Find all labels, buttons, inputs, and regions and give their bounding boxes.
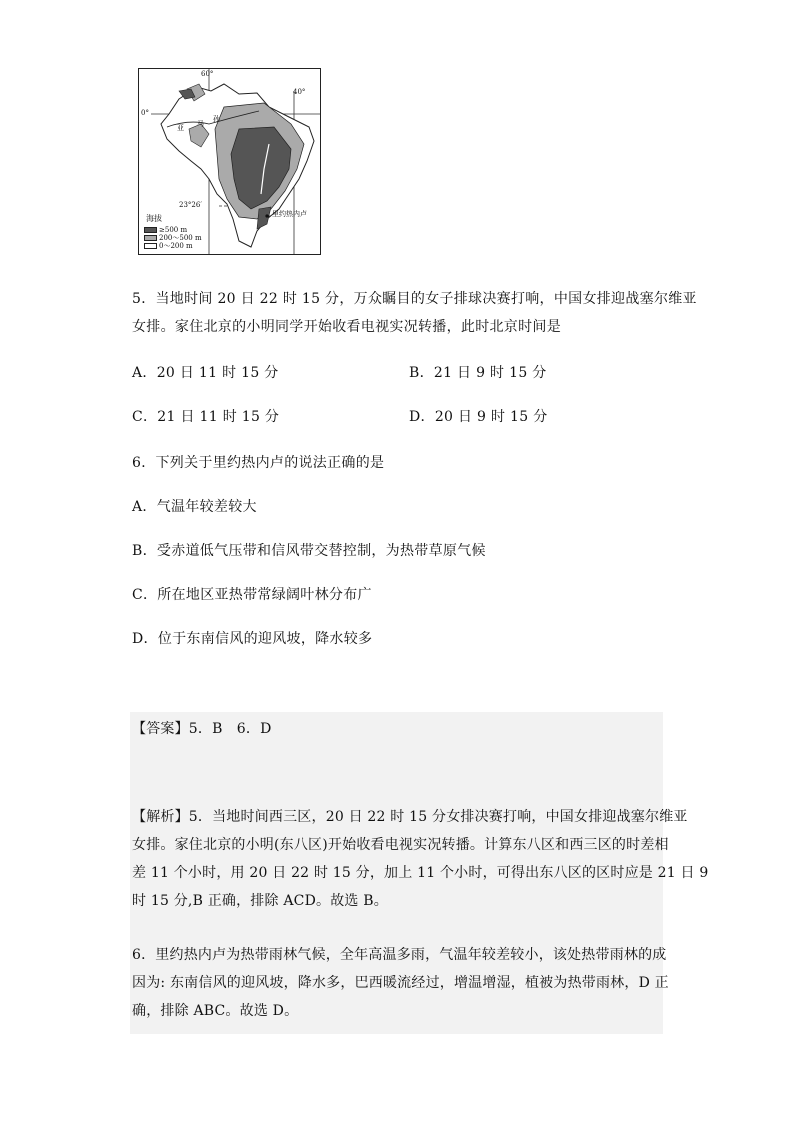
legend-swatch-low: [144, 243, 157, 249]
map-legend: [144, 213, 214, 250]
q6-option-d: D．位于东南信风的迎风坡，降水较多: [132, 631, 373, 647]
answer-line: 【答案】5．B 6．D: [132, 721, 272, 737]
q5-option-c: C．21 日 11 时 15 分: [132, 409, 280, 425]
city-label: 里约热内卢: [272, 210, 307, 218]
brazil-elevation-map: [138, 68, 321, 255]
analysis-line-2: 女排。家住北京的小明(东八区)开始收看电视实况转播。计算东八区和西三区的时差相: [132, 837, 669, 853]
region-text-1: 亚: [177, 124, 184, 132]
answer-panel: [130, 712, 709, 1034]
q6-option-a: A．气温年较差较大: [132, 499, 257, 515]
q5-line-2: 女排。家住北京的小明同学开始收看电视实况转播，此时北京时间是: [132, 319, 561, 335]
legend-swatch-high: [144, 227, 157, 233]
q6-stem: 6．下列关于里约热内卢的说法正确的是: [132, 455, 385, 471]
region-text-2: 马: [197, 120, 204, 128]
q6-option-b: B．受赤道低气压带和信风带交替控制，为热带草原气候: [132, 543, 486, 559]
q5-option-a: A．20 日 11 时 15 分: [132, 365, 279, 381]
q5-option-d: D．20 日 9 时 15 分: [409, 409, 548, 425]
analysis-line-4: 时 15 分,B 正确，排除 ACD。故选 B。: [132, 893, 388, 909]
region-text-3: 孙: [213, 115, 220, 123]
legend-row-low: [144, 242, 214, 250]
label-equator: 0°: [141, 109, 149, 117]
label-40: 40°: [293, 88, 306, 96]
analysis-line-5: 6．里约热内卢为热带雨林气候，全年高温多雨，气温年较差较小，该处热带雨林的成: [132, 947, 667, 963]
analysis-line-6: 因为: 东南信风的迎风坡，降水多，巴西暖流经过，增温增湿，植被为热带雨林，D 正: [132, 975, 669, 991]
label-tropic: 23°26′: [179, 201, 202, 209]
q6-option-c: C．所在地区亚热带常绿阔叶林分布广: [132, 587, 372, 603]
q5-option-b: B．21 日 9 时 15 分: [409, 365, 547, 381]
legend-swatch-mid: [144, 235, 157, 241]
legend-label-mid: 200～500 m: [159, 234, 202, 242]
analysis-line-1: 【解析】5．当地时间西三区，20 日 22 时 15 分女排决赛打响，中国女排迎战塞尔维亚: [132, 809, 688, 825]
legend-title: 海拔: [146, 214, 162, 223]
q5-line-1: 5．当地时间 20 日 22 时 15 分，万众瞩目的女子排球决赛打响，中国女排迎战塞尔维亚: [132, 291, 697, 307]
legend-label-high: ≥500 m: [159, 226, 188, 234]
analysis-line-7: 确，排除 ABC。故选 D。: [132, 1003, 299, 1019]
legend-label-low: 0～200 m: [159, 242, 193, 250]
label-60: 60°: [201, 70, 214, 78]
analysis-line-3: 差 11 个小时，用 20 日 22 时 15 分，加上 11 个小时，可得出东八区的区时应是 21 日 9: [132, 865, 709, 881]
